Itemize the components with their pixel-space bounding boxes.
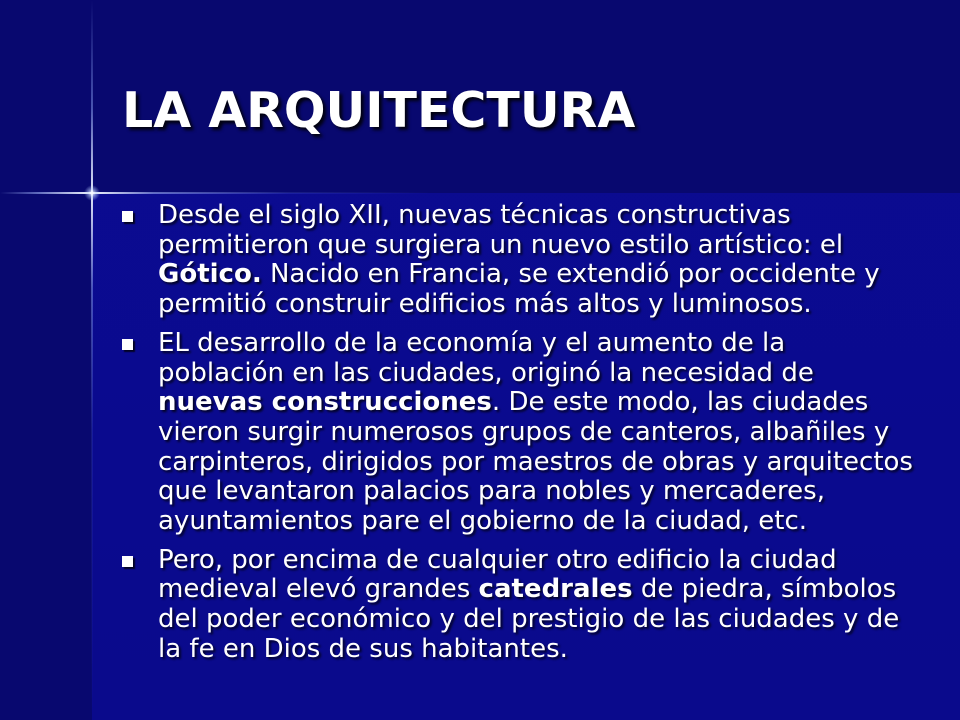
left-band	[0, 193, 92, 720]
square-bullet-icon	[122, 339, 133, 350]
square-bullet-icon	[122, 211, 133, 222]
bullet-text: Desde el siglo XII, nuevas técnicas constructivas permitieron que surgiera un nuevo estilo artístico: el	[158, 200, 844, 260]
decorative-vertical-line	[91, 0, 93, 720]
bullet-item	[118, 546, 918, 665]
sparkle-icon	[84, 185, 100, 201]
bullet-text: . De este modo, las ciudades vieron surgir numerosos grupos de canteros, albañiles y carpinteros, dirigidos por maestros de obras y arquitectos que levantaron palacios para nobles y mercaderes, ayuntamientos pare el gobierno de la ciudad, etc.	[158, 387, 913, 537]
bullet-emphasis: catedrales	[478, 574, 633, 605]
square-bullet-icon	[122, 556, 133, 567]
slide-title: LA ARQUITECTURA	[122, 82, 636, 139]
decorative-horizontal-line	[0, 192, 960, 194]
bullet-item	[118, 201, 918, 320]
bullet-text: Nacido en Francia, se extendió por occidente y permitió construir edificios más altos y luminosos.	[158, 259, 880, 320]
bullet-emphasis: nuevas construcciones	[158, 387, 492, 418]
bullet-text: EL desarrollo de la economía y el aumento de la población en las ciudades, originó la necesidad de	[158, 327, 814, 388]
bullet-emphasis: Gótico.	[158, 259, 262, 290]
bullet-list	[118, 201, 918, 674]
bullet-text: Pero, por encima de cualquier otro edificio la ciudad medieval elevó grandes	[158, 544, 837, 605]
bullet-text: de piedra, símbolos del poder económico y del prestigio de las ciudades y de la fe en Dios de sus habitantes.	[158, 574, 900, 664]
bullet-item	[118, 329, 918, 537]
